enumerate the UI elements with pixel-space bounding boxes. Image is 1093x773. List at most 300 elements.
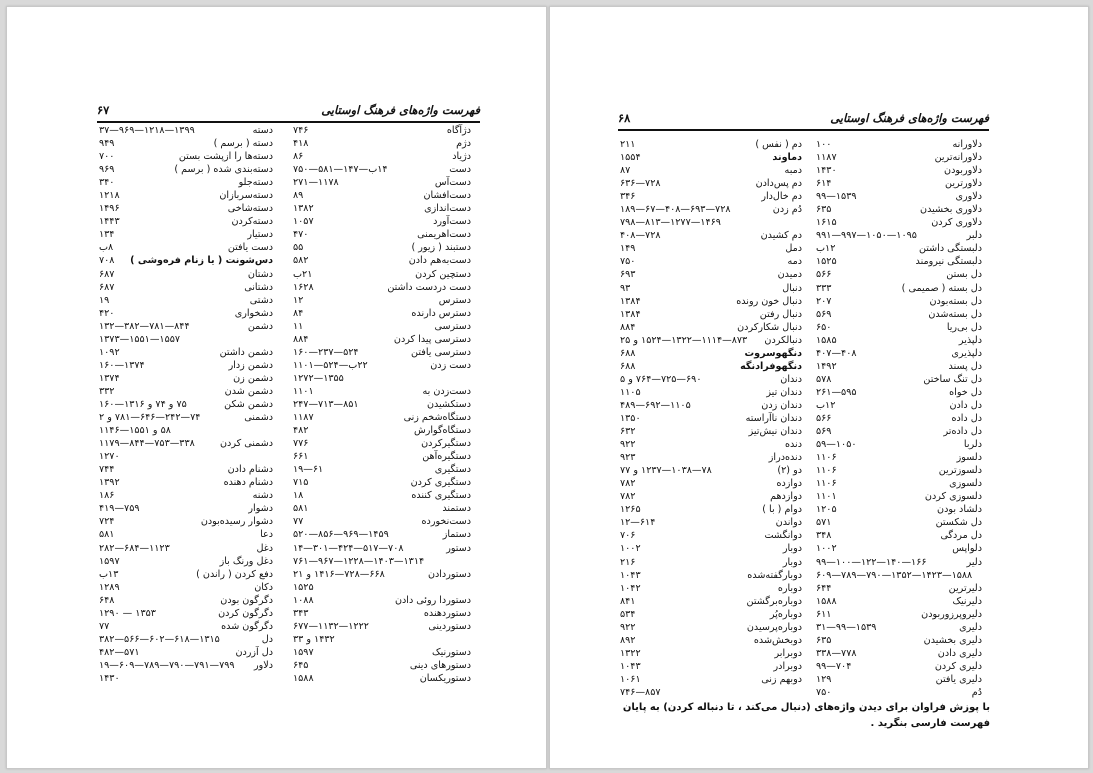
headword: دسترس xyxy=(438,294,471,306)
headword: دستگیری xyxy=(434,464,471,476)
headword: دوبهم زنی xyxy=(761,673,802,685)
index-entry xyxy=(99,450,273,463)
index-entry xyxy=(816,451,982,464)
page-refs: ۶۳۲ xyxy=(620,426,636,438)
index-entry xyxy=(620,490,802,503)
headword: دل بسته ( صمیمی ) xyxy=(901,282,982,294)
index-entry xyxy=(816,686,982,699)
headword: دوبار xyxy=(782,543,802,555)
headword: دشمن شدن xyxy=(224,385,273,397)
page-refs: ۱۰۴۳ xyxy=(620,660,641,672)
index-entry xyxy=(816,582,982,595)
headword: دلواپس xyxy=(952,543,982,555)
page-refs: ۵۷۸ xyxy=(816,373,832,385)
headword: دل بستن xyxy=(946,269,982,281)
page-refs: ۱۵۵۴ xyxy=(620,152,641,164)
page-refs: ۱۴۹ xyxy=(620,243,636,255)
page-refs: ۱۵۸۵ xyxy=(816,334,837,346)
page-refs: ۶۱۴ xyxy=(816,178,832,190)
headword: دسته‌شاخی xyxy=(227,203,273,215)
page-refs: ۵۷۱ xyxy=(816,517,832,529)
index-entry xyxy=(293,450,471,463)
headword: دلیری کردن xyxy=(934,660,982,672)
index-entry xyxy=(816,151,982,164)
index-entry xyxy=(620,151,802,164)
page-refs: ۵۶۶ xyxy=(816,412,832,424)
headword: دوبرادر xyxy=(773,660,802,672)
headword: دل آزردن xyxy=(235,646,273,658)
index-entry xyxy=(816,464,982,477)
headword: دمه xyxy=(787,256,802,268)
index-entry xyxy=(99,398,273,411)
index-entry xyxy=(99,489,273,502)
index-entry xyxy=(293,346,471,359)
headword: دست‌به‌هم دادن xyxy=(408,255,471,267)
page-refs: ۷۹۸—۸۱۳—۱۲۷۷—۱۴۶۹ xyxy=(620,217,721,229)
page-refs: ۱۵۲۵ xyxy=(816,256,837,268)
headword: دشتان xyxy=(247,268,273,280)
page-refs: ۱۳۲—۳۸۲—۷۸۱—۸۴۴ xyxy=(99,320,190,332)
page-refs: ۳۴۶ xyxy=(620,191,636,203)
index-entry xyxy=(99,254,273,267)
headword: دنبال رفتن xyxy=(759,308,802,320)
index-entry xyxy=(293,202,471,215)
headword: دل مردگی xyxy=(940,530,982,542)
headword: دلاورترین xyxy=(945,178,982,190)
page-refs: ۲۱۱ xyxy=(620,139,636,150)
index-entry xyxy=(99,437,273,450)
headword: دسته‌سربازان xyxy=(219,190,273,202)
headword: دوباره xyxy=(777,582,802,594)
index-entry xyxy=(99,385,273,398)
index-entry xyxy=(816,516,982,529)
page-refs: ۸۹۲ xyxy=(620,634,636,646)
index-entry xyxy=(816,203,982,216)
headword: دگرگون بودن xyxy=(220,594,273,606)
page-refs: ۱۳۷۳—۱۵۵۱—۱۵۵۷ xyxy=(99,333,181,345)
page-refs: ۱۲۹۰ — ۱۳۵۳ xyxy=(99,607,156,619)
page-refs: ۴۱۸ xyxy=(293,138,309,150)
headword: دشتانی xyxy=(244,281,273,293)
page-refs: ۱۰۰ xyxy=(816,139,832,150)
headword: دشخواری xyxy=(234,307,273,319)
headword: دشنه xyxy=(252,490,273,502)
page-refs: ۱۲۶۵ xyxy=(620,504,641,516)
index-entry xyxy=(620,582,802,595)
index-entry xyxy=(816,334,982,347)
headword: دوبار xyxy=(782,556,802,568)
right-page xyxy=(549,6,1089,769)
page-refs: ۵۶۹ xyxy=(816,426,832,438)
index-entry xyxy=(99,646,273,659)
page-refs: ۷۲۴ xyxy=(99,516,115,528)
page-refs: ۱۸۶ xyxy=(99,490,115,502)
headword: دسته‌کردن xyxy=(231,216,273,228)
index-entry xyxy=(99,607,273,620)
page-refs: ۷۴۶ xyxy=(293,125,309,136)
page-refs: ۱۰۵۷ xyxy=(293,216,314,228)
headword: دم ( نفس ) xyxy=(755,139,802,150)
headword: دست دردست داشتن xyxy=(387,281,471,293)
headword: دلسوز xyxy=(956,452,982,464)
headword: دلیروپرزوربودن xyxy=(921,608,982,620)
index-entry xyxy=(816,216,982,229)
page-refs: ۱۵۹۷ xyxy=(99,555,120,567)
headword: دمل xyxy=(785,243,802,255)
page-refs: ۱۲ب xyxy=(816,399,836,411)
page-refs: ۱۲۷۲—۱۳۵۵ xyxy=(293,372,344,384)
headword: دستوریکسان xyxy=(419,672,471,684)
headword: دلبستگی داشتن xyxy=(918,243,982,255)
index-entry xyxy=(620,138,802,151)
index-entry xyxy=(293,320,471,333)
headword: دستگاه‌گوارش xyxy=(414,425,471,437)
headword: دشمن xyxy=(247,320,273,332)
index-entry xyxy=(620,334,802,347)
page-refs: ۱۰۴۳ xyxy=(620,569,641,581)
index-entry xyxy=(816,542,982,555)
page-refs: ۷۵۰ xyxy=(620,256,636,268)
page-refs: ۲۲ب—۵۲۴—۱۱۰۱ xyxy=(293,359,368,371)
headword: دلشاد بودن xyxy=(937,504,982,516)
headword: دلیر xyxy=(966,556,982,568)
page-refs: ۵۸۱ xyxy=(293,503,309,515)
index-entry xyxy=(620,190,802,203)
index-entry xyxy=(99,307,273,320)
headword: دستوردادن xyxy=(427,568,471,580)
page-refs: ۸۷ xyxy=(620,165,631,177)
page-refs: ۵۹—۱۰۵۰ xyxy=(816,439,857,451)
headword: دسته ( برسم ) xyxy=(213,138,273,150)
left-page xyxy=(6,6,547,769)
page-refs: ۲۰۷ xyxy=(816,295,832,307)
index-entry xyxy=(620,321,802,334)
page-refs: ۱۳ب xyxy=(99,568,119,580)
page-refs: ۱۰۴۲ xyxy=(620,582,641,594)
index-entry xyxy=(293,359,471,372)
headword: دژآگاه xyxy=(446,125,471,136)
headword: دندان ناآراسته xyxy=(745,412,802,424)
headword: دلیری xyxy=(959,621,982,633)
page-refs: ۲۱۶ xyxy=(620,556,636,568)
headword: دم کشیدن xyxy=(760,230,802,242)
headword: دنبال xyxy=(782,282,802,294)
page-refs: ۷۷۶ xyxy=(293,438,309,450)
page-refs: ۸۸۴ xyxy=(620,321,636,333)
page-refs: ۱۱۰۱ xyxy=(816,491,837,503)
index-entry xyxy=(620,660,802,673)
index-entry xyxy=(99,346,273,359)
index-entry xyxy=(293,555,471,568)
page-refs: ۷۰۸ xyxy=(99,255,115,267)
index-entry xyxy=(99,189,273,202)
index-entry xyxy=(293,463,471,476)
headword: دلاورانه‌ترین xyxy=(934,152,982,164)
index-entry xyxy=(99,476,273,489)
index-entry xyxy=(293,659,471,672)
page-refs: ۱۰۸۸ xyxy=(293,594,314,606)
page-refs: ۶۳۵ xyxy=(816,204,832,216)
index-entry xyxy=(620,347,802,360)
page-refs: ۷۸—۱۰۳۸—۱۲۳۷ و ۷۷ xyxy=(620,465,712,477)
headword: دستگیری کردن xyxy=(410,477,471,489)
page-refs: ۷۸۲ xyxy=(620,491,636,503)
page-refs: ۱۴۹۲ xyxy=(816,360,837,372)
index-entry xyxy=(293,581,471,594)
page-refs: ۳۸۲—۵۶۶—۶۰۲—۶۱۸—۱۳۱۵ xyxy=(99,633,220,645)
headword: دلاوری xyxy=(955,191,982,203)
headword: دست‌آس xyxy=(434,177,471,189)
headword: دلربا xyxy=(963,439,982,451)
index-entry xyxy=(816,164,982,177)
headword: دست‌اهریمنی xyxy=(417,229,471,241)
index-entry xyxy=(816,660,982,673)
page-refs: ۴۰۷—۴۰۸ xyxy=(816,347,857,359)
headword: دماوند xyxy=(772,152,802,164)
index-entry xyxy=(99,424,273,437)
page-refs: ۴۲۰ xyxy=(99,307,115,319)
headword: دلسوزی کردن xyxy=(924,491,982,503)
index-entry xyxy=(620,386,802,399)
index-entry xyxy=(816,529,982,542)
index-entry xyxy=(816,634,982,647)
page-refs: ۱۰۹۲ xyxy=(99,346,120,358)
headword: دلسوزی xyxy=(949,478,982,490)
page-refs: ۱۸ xyxy=(293,490,304,502)
index-entry xyxy=(293,189,471,202)
page-refs: ۵۲۰—۸۵۶—۹۶۹—۱۴۵۹ xyxy=(293,529,389,541)
page-refs: ۱۲۱۸ xyxy=(99,190,120,202)
headword: دلبستگی نیرومند xyxy=(915,256,982,268)
page-refs: ۳۳۲ xyxy=(99,385,115,397)
headword: دست‌نخورده xyxy=(421,516,471,528)
page-refs: ۶۵۰ xyxy=(816,321,832,333)
headword: دو (۲) xyxy=(777,465,802,477)
index-entry xyxy=(620,438,802,451)
headword: دستوردهنده xyxy=(423,607,471,619)
index-column-left xyxy=(620,138,802,699)
index-entry xyxy=(99,137,273,150)
index-entry xyxy=(293,228,471,241)
headword: دمبه xyxy=(784,165,802,177)
page-refs: ۷۵ و ۷۴ و ۱۳۱۶—۱۶۰ xyxy=(99,398,187,410)
index-entry xyxy=(620,308,802,321)
index-entry xyxy=(293,254,471,267)
index-entry xyxy=(816,242,982,255)
page-refs: ۱۱۰۶ xyxy=(816,465,837,477)
page-refs: ۲۸۲—۶۸۴—۱۱۲۳ xyxy=(99,542,170,554)
index-entry xyxy=(620,242,802,255)
page-refs: ۹۹—۷۰۴ xyxy=(816,660,852,672)
page-refs: ۱۸۹—۶۷—۴۰۸—۶۹۳—۷۲۸ xyxy=(620,204,731,216)
index-entry xyxy=(99,372,273,385)
index-entry xyxy=(293,137,471,150)
index-entry xyxy=(816,321,982,334)
index-entry xyxy=(620,595,802,608)
headword: دلیری یافتن xyxy=(935,673,982,685)
index-entry xyxy=(99,411,273,424)
headword: دستگیره‌آهن xyxy=(422,451,471,463)
headword: دل داده xyxy=(951,412,982,424)
headword: دستگیری کننده xyxy=(411,490,471,502)
page-refs: ۷۴۶—۸۵۷ xyxy=(620,686,661,698)
headword: دلپذیری xyxy=(951,347,982,359)
page-refs: ۶۶۱ xyxy=(293,451,309,463)
page-refs: ۲۷۱—۱۱۷۸ xyxy=(293,177,339,189)
headword: دست‌افشان xyxy=(423,190,471,202)
page-refs: ۹۲۲ xyxy=(620,621,636,633)
index-entry xyxy=(293,542,471,555)
page-refs: ۳۳۸—۷۷۸ xyxy=(816,647,857,659)
index-entry xyxy=(293,215,471,228)
page-refs: ۵۸۲ xyxy=(293,255,309,267)
index-entry xyxy=(99,294,273,307)
page-refs: ۶۱۱ xyxy=(816,608,832,620)
page-refs: ۲۶۱—۵۹۵ xyxy=(816,386,857,398)
page-refs: ۹۳ xyxy=(620,282,631,294)
headword: دواندن xyxy=(775,517,802,529)
page-refs: ۵۳۴ xyxy=(620,608,636,620)
index-entry xyxy=(99,633,273,646)
page-refs: ۷۵۰ xyxy=(816,686,832,698)
index-entry xyxy=(293,398,471,411)
page-refs: ۷۱۵ xyxy=(293,477,309,489)
page-refs: ۴۸۲ xyxy=(293,425,309,437)
page-refs: ۴۱۹—۷۵۹ xyxy=(99,503,140,515)
page-refs: ۳۴۸ xyxy=(816,530,832,542)
headword: دسترسی xyxy=(434,320,471,332)
index-entry xyxy=(293,568,471,581)
page-number: ۶۸ xyxy=(618,111,631,125)
index-entry xyxy=(99,463,273,476)
page-refs: ۱۹—۶۰۹—۷۸۹—۷۹۰—۷۹۱—۷۹۹ xyxy=(99,659,235,671)
headword: دژیاد xyxy=(452,151,471,163)
headword: دست یافتن xyxy=(227,242,273,254)
page-refs: ۵۵ xyxy=(293,242,304,254)
index-entry xyxy=(99,163,273,176)
headword: دلیری بخشیدن xyxy=(923,634,982,646)
headword: دلاوری کردن xyxy=(931,217,982,229)
index-entry xyxy=(293,502,471,515)
page-refs: ۱۲ xyxy=(293,294,304,306)
page-refs: ۱۰۰۲ xyxy=(816,543,837,555)
headword: دلیرترین xyxy=(948,582,982,594)
headword: دستکشیدن xyxy=(426,398,471,410)
index-entry xyxy=(99,568,273,581)
page-refs: ۱۳۸۲ xyxy=(293,203,314,215)
index-entry xyxy=(620,164,802,177)
index-entry xyxy=(816,360,982,373)
page-refs: ۱۳۷۴ xyxy=(99,372,120,384)
index-entry xyxy=(99,241,273,254)
page-refs: ۱۲۸۹ xyxy=(99,581,120,593)
headword: دوازدهم xyxy=(770,491,802,503)
headword: دگرگون کردن xyxy=(218,607,273,619)
page-refs: ۹۶۹ xyxy=(99,164,115,176)
index-entry xyxy=(293,424,471,437)
footnote: با پوزش فراوان برای دیدن واژه‌های (دنبال می‌کند ، تا دنباله کردن) به پایان فهرست فارسی بنگرید . xyxy=(622,702,990,729)
headword: دلاوری بخشیدن xyxy=(920,204,982,216)
page-refs: ۶۸۸ xyxy=(620,347,636,359)
index-entry xyxy=(816,295,982,308)
index-entry xyxy=(816,412,982,425)
headword: دلیرنیک xyxy=(952,595,982,607)
page-refs: ۸ب xyxy=(99,242,114,254)
headword: دنگهوسروت xyxy=(744,347,802,359)
page-refs: ۸۹ xyxy=(293,190,304,202)
headword: دندان xyxy=(780,373,802,385)
index-entry xyxy=(99,124,273,137)
headword: دسترس دارنده xyxy=(411,307,471,319)
index-entry xyxy=(816,255,982,268)
page-refs: ۱۱۸۷ xyxy=(293,412,314,424)
headword: دشوار رسیده‌بودن xyxy=(200,516,273,528)
headword: دست زدن xyxy=(430,359,471,371)
index-entry xyxy=(99,502,273,515)
running-title: فهرست واژه‌های فرهنگ اوستایی xyxy=(830,111,989,125)
index-entry xyxy=(293,515,471,528)
headword: دوبرابر xyxy=(774,647,802,659)
right-page-header xyxy=(618,111,989,127)
index-entry xyxy=(99,359,273,372)
index-entry xyxy=(293,268,471,281)
headword: دستورنیک xyxy=(432,646,471,658)
page-refs: ۱۰۶۱ xyxy=(620,673,641,685)
page-refs: ۱۰۰۲ xyxy=(620,543,641,555)
headword: دل بسته‌شدن xyxy=(928,308,982,320)
headword: دوباره‌پرسیدن xyxy=(746,621,802,633)
headword: دلاور xyxy=(253,659,273,671)
page-refs: ۸۴۱ xyxy=(620,595,636,607)
headword: دستماز xyxy=(442,529,471,541)
index-entry xyxy=(99,581,273,594)
page-refs: ۶۶۸—۷۲۸—۱۴۱۶ و ۲۱ xyxy=(293,568,385,580)
headword: دسترسی یافتن xyxy=(411,346,471,358)
index-entry xyxy=(293,607,471,620)
index-entry xyxy=(620,634,802,647)
index-entry xyxy=(99,515,273,528)
headword: دوبخش‌شده xyxy=(753,634,802,646)
index-entry xyxy=(816,190,982,203)
page-refs: ۴۷۰ xyxy=(293,229,309,241)
page-refs: ۷۴۴ xyxy=(99,464,115,476)
headword: دنگهوفرادنگه xyxy=(740,360,802,372)
headword: دستگیرکردن xyxy=(421,438,471,450)
page-refs: ۱۹—۶۱ xyxy=(293,464,324,476)
headword: دسته‌جلو xyxy=(238,177,273,189)
index-entry xyxy=(620,647,802,660)
headword: دشمن زن xyxy=(233,372,273,384)
headword: دنبال خون رونده xyxy=(736,295,802,307)
headword: دفع کردن ( راندن ) xyxy=(196,568,273,580)
page-refs: ۹۴۹ xyxy=(99,138,115,150)
index-entry xyxy=(99,594,273,607)
index-entry xyxy=(816,268,982,281)
page-refs: ۱۳۴ xyxy=(99,229,115,241)
index-entry xyxy=(620,569,802,582)
index-entry xyxy=(816,595,982,608)
index-column-right xyxy=(816,138,982,699)
headword: دوبارگفته‌شده xyxy=(747,569,802,581)
headword: دعا xyxy=(260,529,273,541)
page-refs: ۱۶۲۸ xyxy=(293,281,314,293)
headword: دشمن شکن xyxy=(224,398,273,410)
page-refs: ۶۰۹—۷۸۹—۷۹۰—۱۳۵۲—۱۴۲۳—۱۵۸۸ xyxy=(816,569,973,581)
index-entry xyxy=(293,646,471,659)
headword: دستوردینی xyxy=(428,620,471,632)
headword: دشمنی کردن xyxy=(220,438,273,450)
headword: دل تنگ ساختن xyxy=(923,373,982,385)
